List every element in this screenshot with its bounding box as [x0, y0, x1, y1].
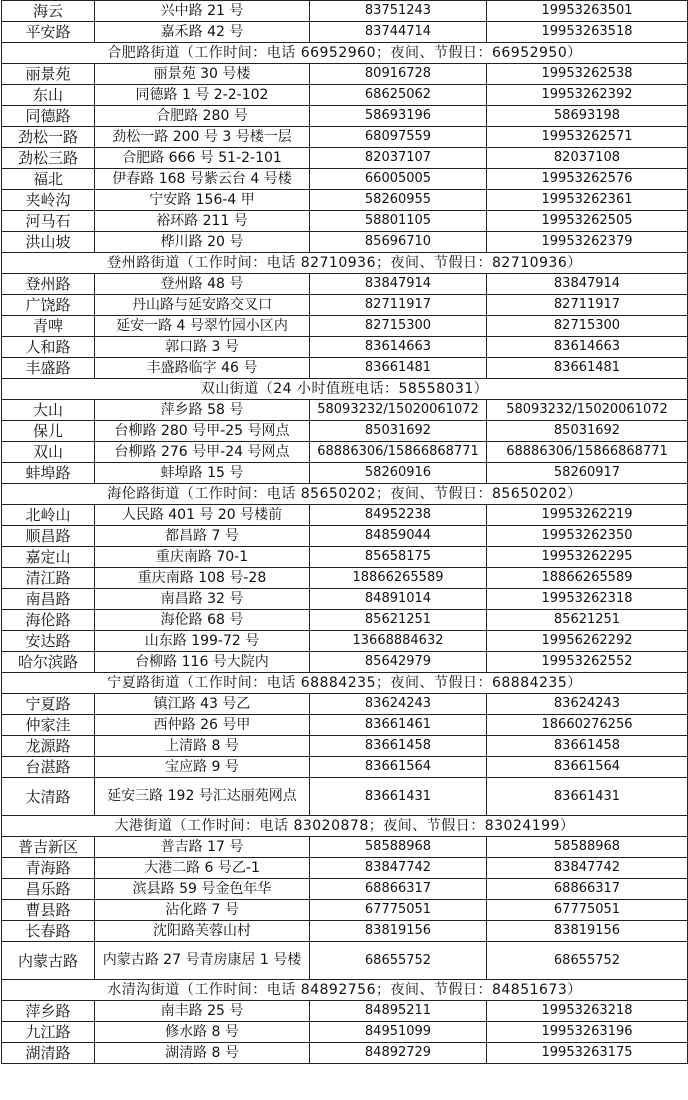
- community-name-cell: 蚌埠路: [2, 463, 95, 484]
- after-hours-phone-cell: 19953262552: [487, 652, 688, 673]
- after-hours-phone-cell: 83624243: [487, 694, 688, 715]
- community-name-cell: 海云: [2, 1, 95, 22]
- address-cell: 兴中路 21 号: [95, 1, 310, 22]
- address-cell: 山东路 199-72 号: [95, 631, 310, 652]
- office-phone-cell: 84892729: [310, 1043, 487, 1064]
- table-row: [2, 316, 688, 337]
- table-row: [2, 778, 688, 816]
- table-row: [2, 274, 688, 295]
- table-row: [2, 631, 688, 652]
- address-cell: 台柳路 280 号甲-25 号网点: [95, 421, 310, 442]
- address-cell: 滨县路 59 号金色年华: [95, 879, 310, 900]
- table-row: [2, 694, 688, 715]
- office-phone-cell: 82037107: [310, 148, 487, 169]
- table-row: [2, 106, 688, 127]
- table-row: [2, 169, 688, 190]
- community-name-cell: 劲松一路: [2, 127, 95, 148]
- office-phone-cell: 58801105: [310, 211, 487, 232]
- address-cell: 内蒙古路 27 号青房康居 1 号楼: [95, 942, 310, 980]
- after-hours-phone-cell: 83614663: [487, 337, 688, 358]
- office-phone-cell: 85642979: [310, 652, 487, 673]
- table-row: [2, 295, 688, 316]
- address-cell: 沈阳路芙蓉山村: [95, 921, 310, 942]
- office-phone-cell: 68097559: [310, 127, 487, 148]
- office-phone-cell: 83751243: [310, 1, 487, 22]
- table-row: [2, 879, 688, 900]
- community-name-cell: 大山: [2, 400, 95, 421]
- table-row: [2, 757, 688, 778]
- address-cell: 重庆南路 70-1: [95, 547, 310, 568]
- table-row: [2, 337, 688, 358]
- table-row: [2, 127, 688, 148]
- after-hours-phone-cell: 68886306/15866868771: [487, 442, 688, 463]
- after-hours-phone-cell: 58260917: [487, 463, 688, 484]
- address-cell: 镇江路 43 号乙: [95, 694, 310, 715]
- subdistrict-header: 海伦路街道（工作时间：电话 85650202；夜间、节假日：85650202）: [2, 484, 688, 505]
- table-row: [2, 400, 688, 421]
- office-phone-cell: 83661461: [310, 715, 487, 736]
- after-hours-phone-cell: 19953262392: [487, 85, 688, 106]
- table-row: [2, 190, 688, 211]
- after-hours-phone-cell: 19953262219: [487, 505, 688, 526]
- address-cell: 萍乡路 58 号: [95, 400, 310, 421]
- office-phone-cell: 80916728: [310, 64, 487, 85]
- after-hours-phone-cell: 58588968: [487, 837, 688, 858]
- table-row: [2, 505, 688, 526]
- community-name-cell: 青海路: [2, 858, 95, 879]
- office-phone-cell: 18866265589: [310, 568, 487, 589]
- table-row: [2, 568, 688, 589]
- community-name-cell: 清江路: [2, 568, 95, 589]
- office-phone-cell: 84952238: [310, 505, 487, 526]
- office-phone-cell: 84891014: [310, 589, 487, 610]
- subdistrict-header-row: [2, 673, 688, 694]
- community-contact-table: [1, 0, 688, 1064]
- community-name-cell: 宁夏路: [2, 694, 95, 715]
- table-row: [2, 64, 688, 85]
- community-name-cell: 人和路: [2, 337, 95, 358]
- community-name-cell: 青啤: [2, 316, 95, 337]
- address-cell: 郭口路 3 号: [95, 337, 310, 358]
- community-name-cell: 平安路: [2, 22, 95, 43]
- community-name-cell: 仲家洼: [2, 715, 95, 736]
- after-hours-phone-cell: 58693198: [487, 106, 688, 127]
- address-cell: 海伦路 68 号: [95, 610, 310, 631]
- after-hours-phone-cell: 18866265589: [487, 568, 688, 589]
- after-hours-phone-cell: 82711917: [487, 295, 688, 316]
- community-name-cell: 南昌路: [2, 589, 95, 610]
- table-row: [2, 900, 688, 921]
- address-cell: 人民路 401 号 20 号楼前: [95, 505, 310, 526]
- office-phone-cell: 84859044: [310, 526, 487, 547]
- subdistrict-header: 登州路街道（工作时间：电话 82710936；夜间、节假日：82710936）: [2, 253, 688, 274]
- address-cell: 嘉禾路 42 号: [95, 22, 310, 43]
- after-hours-phone-cell: 19953263175: [487, 1043, 688, 1064]
- after-hours-phone-cell: 67775051: [487, 900, 688, 921]
- subdistrict-header: 水清沟街道（工作时间：电话 84892756；夜间、节假日：84851673）: [2, 980, 688, 1001]
- subdistrict-header-row: [2, 980, 688, 1001]
- after-hours-phone-cell: 68866317: [487, 879, 688, 900]
- community-name-cell: 曹县路: [2, 900, 95, 921]
- after-hours-phone-cell: 83847914: [487, 274, 688, 295]
- community-name-cell: 台湛路: [2, 757, 95, 778]
- office-phone-cell: 85696710: [310, 232, 487, 253]
- office-phone-cell: 83661481: [310, 358, 487, 379]
- address-cell: 裕环路 211 号: [95, 211, 310, 232]
- community-name-cell: 丰盛路: [2, 358, 95, 379]
- office-phone-cell: 83847742: [310, 858, 487, 879]
- after-hours-phone-cell: 19953262350: [487, 526, 688, 547]
- subdistrict-header: 合肥路街道（工作时间：电话 66952960；夜间、节假日：66952950）: [2, 43, 688, 64]
- community-name-cell: 太清路: [2, 778, 95, 816]
- subdistrict-header-row: [2, 484, 688, 505]
- table-row: [2, 610, 688, 631]
- office-phone-cell: 58588968: [310, 837, 487, 858]
- table-row: [2, 715, 688, 736]
- after-hours-phone-cell: 19953262318: [487, 589, 688, 610]
- office-phone-cell: 82715300: [310, 316, 487, 337]
- table-row: [2, 85, 688, 106]
- community-name-cell: 龙源路: [2, 736, 95, 757]
- office-phone-cell: 85658175: [310, 547, 487, 568]
- address-cell: 延安一路 4 号翠竹园小区内: [95, 316, 310, 337]
- address-cell: 延安三路 192 号汇达丽苑网点: [95, 778, 310, 816]
- community-name-cell: 同德路: [2, 106, 95, 127]
- after-hours-phone-cell: 19956262292: [487, 631, 688, 652]
- office-phone-cell: 82711917: [310, 295, 487, 316]
- office-phone-cell: 83661564: [310, 757, 487, 778]
- community-name-cell: 湖清路: [2, 1043, 95, 1064]
- community-name-cell: 北岭山: [2, 505, 95, 526]
- after-hours-phone-cell: 19953262361: [487, 190, 688, 211]
- table-row: [2, 148, 688, 169]
- table-row: [2, 736, 688, 757]
- office-phone-cell: 84895211: [310, 1001, 487, 1022]
- address-cell: 登州路 48 号: [95, 274, 310, 295]
- address-cell: 上清路 8 号: [95, 736, 310, 757]
- table-row: [2, 942, 688, 980]
- subdistrict-header-row: [2, 379, 688, 400]
- address-cell: 宁安路 156-4 甲: [95, 190, 310, 211]
- office-phone-cell: 66005005: [310, 169, 487, 190]
- office-phone-cell: 68655752: [310, 942, 487, 980]
- address-cell: 桦川路 20 号: [95, 232, 310, 253]
- community-name-cell: 东山: [2, 85, 95, 106]
- address-cell: 都昌路 7 号: [95, 526, 310, 547]
- after-hours-phone-cell: 18660276256: [487, 715, 688, 736]
- address-cell: 合肥路 280 号: [95, 106, 310, 127]
- office-phone-cell: 84951099: [310, 1022, 487, 1043]
- address-cell: 重庆南路 108 号-28: [95, 568, 310, 589]
- community-name-cell: 双山: [2, 442, 95, 463]
- address-cell: 丽景苑 30 号楼: [95, 64, 310, 85]
- after-hours-phone-cell: 83847742: [487, 858, 688, 879]
- office-phone-cell: 83819156: [310, 921, 487, 942]
- after-hours-phone-cell: 19953263196: [487, 1022, 688, 1043]
- after-hours-phone-cell: 82037108: [487, 148, 688, 169]
- after-hours-phone-cell: 19953262571: [487, 127, 688, 148]
- community-name-cell: 萍乡路: [2, 1001, 95, 1022]
- table-row: [2, 526, 688, 547]
- table-row: [2, 547, 688, 568]
- community-name-cell: 洪山坡: [2, 232, 95, 253]
- address-cell: 普吉路 17 号: [95, 837, 310, 858]
- community-name-cell: 哈尔滨路: [2, 652, 95, 673]
- after-hours-phone-cell: 68655752: [487, 942, 688, 980]
- address-cell: 台柳路 276 号甲-24 号网点: [95, 442, 310, 463]
- community-name-cell: 河马石: [2, 211, 95, 232]
- community-name-cell: 九江路: [2, 1022, 95, 1043]
- office-phone-cell: 83661458: [310, 736, 487, 757]
- address-cell: 伊春路 168 号紫云台 4 号楼: [95, 169, 310, 190]
- office-phone-cell: 68886306/15866868771: [310, 442, 487, 463]
- after-hours-phone-cell: 83661431: [487, 778, 688, 816]
- address-cell: 台柳路 116 号大院内: [95, 652, 310, 673]
- office-phone-cell: 83847914: [310, 274, 487, 295]
- table-row: [2, 1, 688, 22]
- after-hours-phone-cell: 19953262295: [487, 547, 688, 568]
- address-cell: 大港二路 6 号乙-1: [95, 858, 310, 879]
- community-name-cell: 安达路: [2, 631, 95, 652]
- table-body: [2, 1, 688, 1064]
- after-hours-phone-cell: 83819156: [487, 921, 688, 942]
- table-row: [2, 421, 688, 442]
- table-row: [2, 921, 688, 942]
- subdistrict-header-row: [2, 43, 688, 64]
- after-hours-phone-cell: 19953262538: [487, 64, 688, 85]
- address-cell: 宝应路 9 号: [95, 757, 310, 778]
- community-name-cell: 广饶路: [2, 295, 95, 316]
- table-row: [2, 358, 688, 379]
- community-name-cell: 海伦路: [2, 610, 95, 631]
- community-name-cell: 夹岭沟: [2, 190, 95, 211]
- address-cell: 南昌路 32 号: [95, 589, 310, 610]
- community-name-cell: 保儿: [2, 421, 95, 442]
- after-hours-phone-cell: 82715300: [487, 316, 688, 337]
- table-row: [2, 442, 688, 463]
- address-cell: 丹山路与延安路交叉口: [95, 295, 310, 316]
- after-hours-phone-cell: 19953263218: [487, 1001, 688, 1022]
- community-name-cell: 丽景苑: [2, 64, 95, 85]
- office-phone-cell: 85621251: [310, 610, 487, 631]
- office-phone-cell: 83744714: [310, 22, 487, 43]
- community-name-cell: 顺昌路: [2, 526, 95, 547]
- address-cell: 西仲路 26 号甲: [95, 715, 310, 736]
- subdistrict-header: 大港街道（工作时间：电话 83020878；夜间、节假日：83024199）: [2, 816, 688, 837]
- table-row: [2, 837, 688, 858]
- office-phone-cell: 83661431: [310, 778, 487, 816]
- after-hours-phone-cell: 85031692: [487, 421, 688, 442]
- office-phone-cell: 13668884632: [310, 631, 487, 652]
- community-name-cell: 福北: [2, 169, 95, 190]
- table-row: [2, 589, 688, 610]
- after-hours-phone-cell: 83661458: [487, 736, 688, 757]
- after-hours-phone-cell: 85621251: [487, 610, 688, 631]
- office-phone-cell: 58693196: [310, 106, 487, 127]
- after-hours-phone-cell: 83661564: [487, 757, 688, 778]
- community-name-cell: 普吉新区: [2, 837, 95, 858]
- office-phone-cell: 68625062: [310, 85, 487, 106]
- community-name-cell: 登州路: [2, 274, 95, 295]
- address-cell: 修水路 8 号: [95, 1022, 310, 1043]
- community-name-cell: 昌乐路: [2, 879, 95, 900]
- table-row: [2, 22, 688, 43]
- address-cell: 劲松一路 200 号 3 号楼一层: [95, 127, 310, 148]
- after-hours-phone-cell: 19953263501: [487, 1, 688, 22]
- after-hours-phone-cell: 19953262576: [487, 169, 688, 190]
- subdistrict-header: 宁夏路街道（工作时间：电话 68884235；夜间、节假日：68884235）: [2, 673, 688, 694]
- after-hours-phone-cell: 19953263518: [487, 22, 688, 43]
- office-phone-cell: 83614663: [310, 337, 487, 358]
- address-cell: 合肥路 666 号 51-2-101: [95, 148, 310, 169]
- table-row: [2, 1043, 688, 1064]
- table-row: [2, 652, 688, 673]
- community-name-cell: 长春路: [2, 921, 95, 942]
- table-row: [2, 232, 688, 253]
- after-hours-phone-cell: 58093232/15020061072: [487, 400, 688, 421]
- address-cell: 蚌埠路 15 号: [95, 463, 310, 484]
- office-phone-cell: 58093232/15020061072: [310, 400, 487, 421]
- address-cell: 同德路 1 号 2-2-102: [95, 85, 310, 106]
- address-cell: 沾化路 7 号: [95, 900, 310, 921]
- office-phone-cell: 67775051: [310, 900, 487, 921]
- office-phone-cell: 58260955: [310, 190, 487, 211]
- community-name-cell: 劲松三路: [2, 148, 95, 169]
- office-phone-cell: 83624243: [310, 694, 487, 715]
- after-hours-phone-cell: 83661481: [487, 358, 688, 379]
- subdistrict-header: 双山街道（24 小时值班电话：58558031）: [2, 379, 688, 400]
- after-hours-phone-cell: 19953262379: [487, 232, 688, 253]
- community-name-cell: 嘉定山: [2, 547, 95, 568]
- table-row: [2, 463, 688, 484]
- office-phone-cell: 58260916: [310, 463, 487, 484]
- table-row: [2, 858, 688, 879]
- subdistrict-header-row: [2, 253, 688, 274]
- address-cell: 湖清路 8 号: [95, 1043, 310, 1064]
- address-cell: 丰盛路临字 46 号: [95, 358, 310, 379]
- table-row: [2, 1022, 688, 1043]
- community-name-cell: 内蒙古路: [2, 942, 95, 980]
- after-hours-phone-cell: 19953262505: [487, 211, 688, 232]
- subdistrict-header-row: [2, 816, 688, 837]
- address-cell: 南丰路 25 号: [95, 1001, 310, 1022]
- office-phone-cell: 68866317: [310, 879, 487, 900]
- office-phone-cell: 85031692: [310, 421, 487, 442]
- table-row: [2, 1001, 688, 1022]
- table-row: [2, 211, 688, 232]
